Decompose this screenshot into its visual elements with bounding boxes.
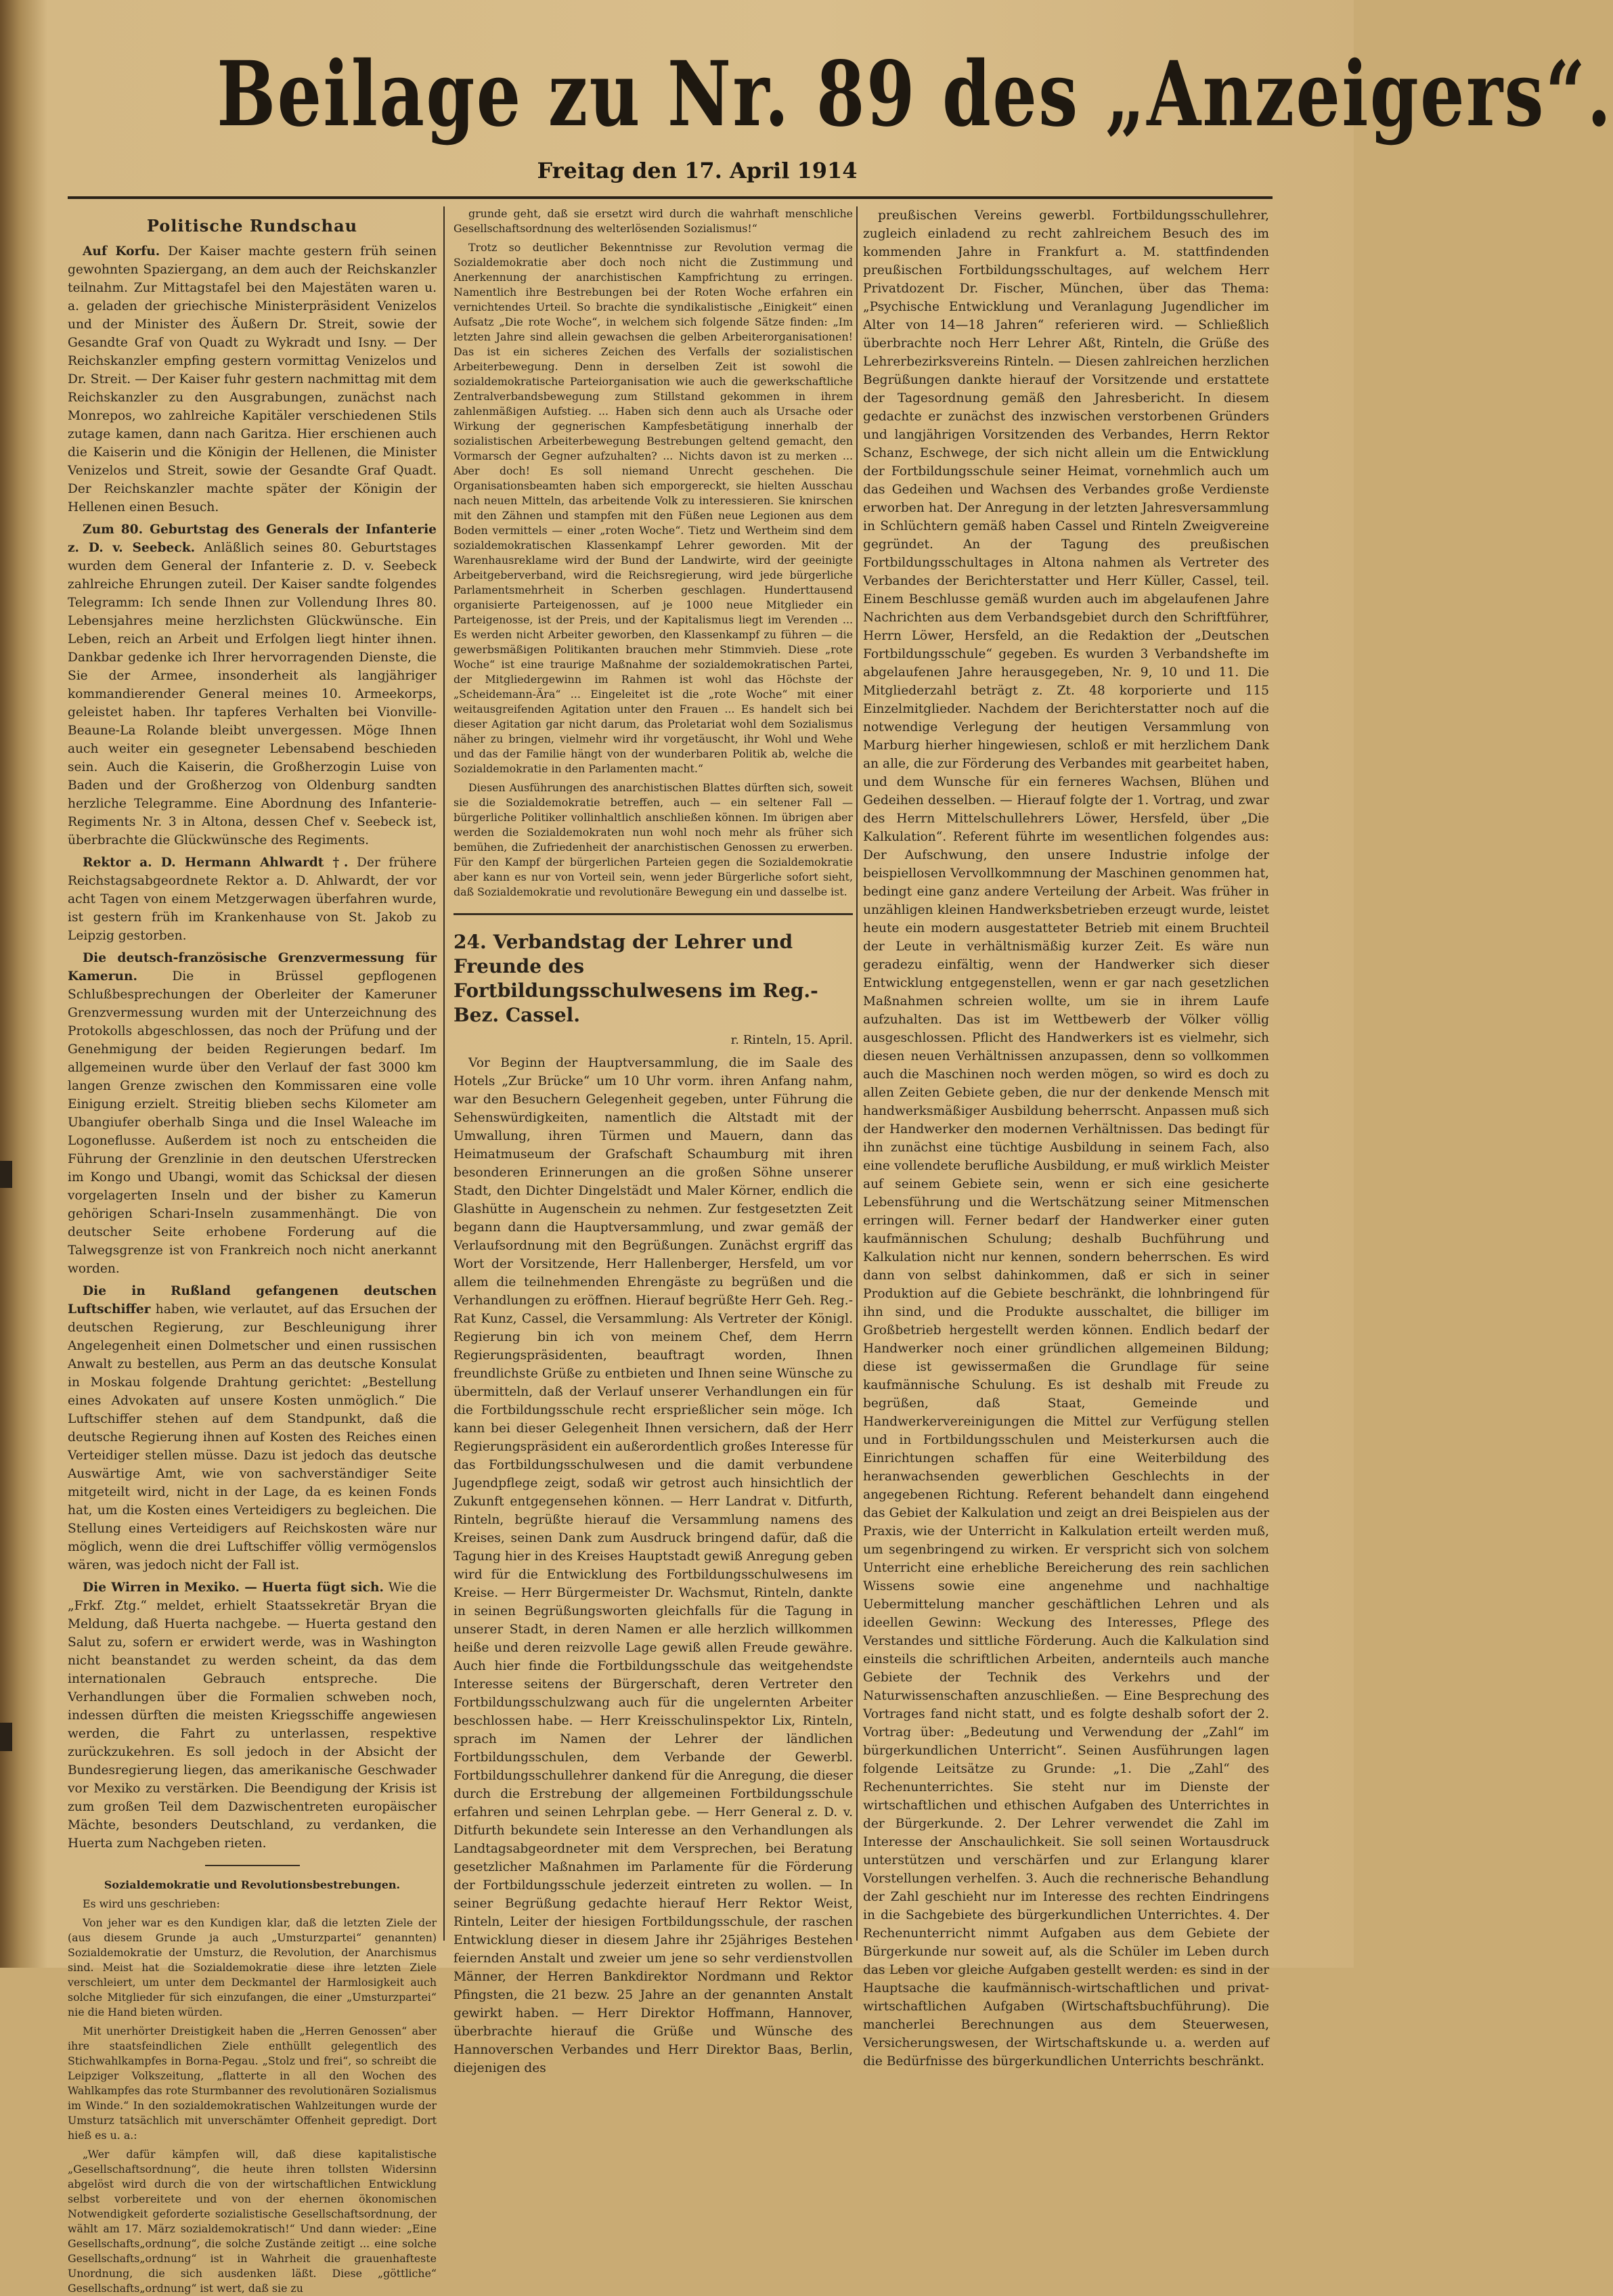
article-paragraph: Trotz so deutlicher Bekenntnisse zur Revolution vermag die Sozialdemokratie aber doch noch nicht die Zustimmung und Anerkennung der anarchistischen Kampfrichtung zu erringen. Namentlich ihre Bestrebungen bei der Roten Woche erfahren ein vernichtendes Urteil. So brachte die syndikalistische „Einigkeit“ einen Aufsatz „Die rote Woche“, in welchem sich folgende Sätze finden: „Im letzten Jahre sind allein gewachsen die gelben Arbeiterorganisationen! Das ist ein sicheres Zeichen des Verfalls der sozialistischen Arbeiterbewegung. Denn in derselben Zeit ist sowohl die sozialdemokratische Parteiorganisation wie auch die gewerkschaftliche Zentralverbandsbewegung zum Stillstand gekommen in ihrem zahlenmäßigen Aufstieg. ... Haben sich denn auch als Ursache oder Wirkung der gegnerischen Kampfesbetätigung innerhalb der sozialistischen Arbeiterbewegung Bestrebungen geltend gemacht, den Vormarsch der Gegner aufzuhalten? ... Nichts davon ist zu merken ... Aber doch! Es soll niemand Unrecht geschehen. Die Organisationsbeamten haben sich emporgereckt, sie hielten Ausschau nach neuen Mitteln, das arbeitende Volk zu interessieren. Sie knirschen mit den Zähnen und stampfen mit den Füßen neue Legionen aus dem Boden vermittels — einer „roten Woche“. Tietz und Wertheim sind dem sozialdemokratischen Klassenkampf Lehrer geworden. Mit der Warenhausreklame wird der Bund der Landwirte, wird der geeinigte Arbeitgeberverband, wird die Reichsregierung, wird jede bürgerliche Parlamentsmehrheit in Scherben geschlagen. Hunderttausend organisierte Parteigenossen, auf je 1000 neue Mitglieder ein Parteigenosse, ist der Preis, und der Kapitalismus liegt im Verenden ... Es werden nicht Arbeiter geworben, den Klassenkampf zu führen — die gewerbsmäßigen Politikanten brauchen mehr Stimmvieh. Diese „rote Woche“ ist eine traurige Maßnahme der sozialdemokratischen Partei, der Mitgliedergewinn im Rahmen ist wohl das Höchste der „Scheidemann-Ära“ ... Eingeleitet ist die „rote Woche“ mit einer weitausgreifenden Agitation unter den Frauen ... Es handelt sich bei dieser Agitation gar nicht darum, das Proletariat wohl dem Sozialismus näher zu bringen, vielmehr wird ihr vorgetäuscht, ihr Wohl und Wehe und das der Familie hängt von der wunderbaren Politik ab, welche die Sozialdemokratie in den Parlamenten macht.“ <box>454 241 853 775</box>
article-paragraph: Zum 80. Geburtstag des Generals der Infanterie z. D. v. Seebeck. Anläßlich seines 80. Geburtstages wurden dem General der Infanterie z. D. v. Seebeck zahlreiche Ehrungen zuteil. Der Kaiser sandte folgendes Telegramm: Ich sende Ihnen zur Vollendung Ihres 80. Lebensjahres meine herzlichsten Glückwünsche. Ein Leben, reich an Arbeit und Erfolgen liegt hinter ihnen. Dankbar gedenke ich Ihrer hervorragenden Dienste, die Sie der Armee, insonderheit als langjähriger kommandierender General meines 10. Armeekorps, geleistet haben. Ihr tapferes Verhalten bei Vionville-Beaune-La Rolande bleibt unvergessen. Möge Ihnen auch weiter ein gesegneter Lebensabend beschieden sein. Auch die Kaiserin, die Großherzogin Luise von Baden und der Großherzog von Oldenburg sandten herzliche Telegramme. Eine Abordnung des Infanterie-Regiments Nr. 3 in Altona, dessen Chef v. Seebeck ist, überbrachte die Glückwünsche des Regiments. <box>68 523 437 847</box>
article-paragraph: preußischen Vereins gewerbl. Fortbildungsschullehrer, zugleich einladend zu recht zahlreichem Besuch des im kommenden Jahre in Frankfurt a. M. stattfindenden preußischen Fortbildungsschultages, auf welchem Herr Privatdozent Dr. Fischer, München, über das Thema: „Psychische Entwicklung und Veranlagung Jugendlicher im Alter von 14—18 Jahren“ referieren wird. — Schließlich überbrachte noch Herr Lehrer Aßt, Rinteln, die Grüße des Lehrerbezirksvereins Rinteln. — Diesen zahlreichen herzlichen Begrüßungen dankte hierauf der Vorsitzende und erstattete der Tagesordnung gemäß den Jahresbericht. In diesem gedachte er zunächst des inzwischen verstorbenen Gründers und langjährigen Vorsitzenden des Verbandes, Herrn Rektor Schanz, Eschwege, der sich nicht allein um die Entwicklung der Fortbildungsschule seiner Heimat, vornehmlich auch um das Gedeihen und Wachsen des Verbandes große Verdienste erworben hat. Der Anregung in der letzten Jahresversammlung in Schlüchtern gemäß haben Cassel und Rinteln Zweigvereine gegründet. An der Tagung des preußischen Fortbildungsschultages in Altona nahmen als Vertreter des Verbandes der Berichterstatter und Herr Küller, Cassel, teil. Einem Beschlusse gemäß wurden auch im abgelaufenen Jahre Nachrichten aus dem Verbandsgebiet durch den Schriftführer, Herrn Löwer, Hersfeld, an die Redaktion der „Deutschen Fortbildungsschule“ gegeben. Es wurden 3 Verbandshefte im abgelaufenen Jahre herausgegeben, Nr. 9, 10 und 11. Die Mitgliederzahl beträgt z. Zt. 48 korporierte und 115 Einzelmitglieder. Nachdem der Berichterstatter noch auf die notwendige Verlegung der heutigen Versammlung von Marburg hierher hingewiesen, schloß er mit herzlichem Dank an alle, die zur Förderung des Verbandes mit gearbeitet haben, und dem Wunsche für ein ferneres Wachsen, Blühen und Gedeihen desselben. — Hierauf folgte der 1. Vortrag, und zwar des Herrn Mittelschullehrers Löwer, Hersfeld, über „Die Kalkulation“. Referent führte im wesentlichen folgendes aus: Der Aufschwung, den unsere Industrie infolge der beispiellosen Vervollkommnung der Maschinen genommen hat, bedingt eine ganz andere Verteilung der Arbeit. Was früher in unzähligen kleinen Handwerksbetrieben erzeugt wurde, leistet heute ein modern ausgestatteter Betrieb mit einem Bruchteil der Leute in verhältnismäßig kurzer Zeit. Es wäre nun geradezu einfältig, wenn der Handwerker sich dieser Entwicklung entgegenstellen, wenn er gar nach gesetzlichen Maßnahmen schreien wollte, um sie in ihrem Laufe aufzuhalten. Das ist im Wettbewerb der Völker völlig ausgeschlossen. Pflicht des Handwerkers ist es vielmehr, sich diesen neuen Verhältnissen anzupassen, denn so vollkommen auch die Maschinen noch werden mögen, so wird es doch zu allen Zeiten Gebiete geben, die nur der denkende Mensch mit handwerksmäßiger Ausbildung beherrscht. Anpassen muß sich der Handwerker den modernen Verhältnissen. Das bedingt für ihn zunächst eine tüchtige Ausbildung in seinem Fach, also eine vollendete berufliche Ausbildung, er muß wirklich Meister auf seinem Gebiete sein, wenn er sich eine gesicherte Lebensführung und die Wertschätzung seiner Mitmenschen erringen will. Ferner bedarf der Handwerker einer guten kaufmännischen Schulung; deshalb Buchführung und Kalkulation nicht nur kennen, sondern beherrschen. Es wird dann von selbst dahinkommen, daß er sich in seiner Produktion auf die Gebiete beschränkt, die lohnbringend für ihn sind, und die Produkte ausschaltet, die billiger im Großbetrieb hergestellt werden können. Endlich bedarf der Handwerker noch einer gründlichen allgemeinen Bildung; diese ist gewissermaßen die Grundlage für seine kaufmännische Schulung. Es ist deshalb mit Freude zu begrüßen, daß Staat, Gemeinde und Handwerkervereinigungen die Mittel zur Verfügung stellen und in Fortbildungsschulen und Meisterkursen auch die Einrichtungen schaffen für eine Weiterbildung des heranwachsenden gewerblichen Geschlechts in der angegebenen Richtung. Referent behandelt dann eingehend das Gebiet der Kalkulation und zeigt an drei Beispielen aus der Praxis, wie der Unterricht in Kalkulation erteilt werden muß, um segenbringend zu wirken. Er verspricht sich von solchem Unterricht eine erhebliche Bereicherung des rein sachlichen Wissens sowie eine angenehme und nachhaltige Uebermittelung mancher geschäftlichen Lehren und als ideellen Gewinn: Weckung des Interesses, Pflege des Verstandes und sittliche Förderung. Auch die Kalkulation sind einsteils die schriftlichen Arbeiten, andernteils auch manche Gebiete der Technik des Verkehrs und der Naturwissenschaften anzuschließen. — Eine Besprechung des Vortrages fand nicht statt, und es folgte deshalb sofort der 2. Vortrag über: „Bedeutung und Verwendung der „Zahl“ im bürgerkundlichen Unterricht“. Seinen Ausführungen lagen folgende Leitsätze zu Grunde: „1. Die „Zahl“ des Rechenunterrichtes. Sie steht nur im Dienste der wirtschaftlichen und ethischen Aufgaben des Unterrichtes in der Bürgerkunde. 2. Der Lehrer verwendet die Zahl im Interesse der Anschaulichkeit. Sie soll seinen Wortausdruck unterstützen und verschärfen und zur Erlangung klarer Vorstellungen verhelfen. 3. Auch die rechnerische Behandlung der Zahl geschieht nur im Interesse des rechten Eindringens in die Sachgebiete des bürgerkundlichen Unterrichtes. 4. Der Rechenunterricht nimmt Aufgaben aus dem Gebiete der Bürgerkunde nur soweit auf, als die Schüler im Leben durch das Leben vor gleiche Aufgaben gestellt werden: es sind in der Hauptsache die kaufmännisch-wirtschaftlichen und privat-wirtschaftlichen Aufgaben (Wirtschaftsbuchführung). Die mancherlei Berechnungen aus dem Steuerwesen, Versicherungswesen, der Wirtschaftskunde u. a. werden auf die Bedürfnisse des bürgerkundlichen Unterrichts beschränkt. <box>863 208 1269 2069</box>
binding-tab <box>0 1723 12 1751</box>
article-paragraph: „Wer dafür kämpfen will, daß diese kapitalistische „Gesellschaftsordnung“, die heute ihren tollsten Widersinn abgelöst wird durch die von der wirtschaftlichen Entwicklung selbst vorbereitete und von der ehernen ökonomischen Notwendigkeit geforderte sozialistische Gesellschaftsordnung, der wählt am 17. März sozialdemokratisch!“ Und dann wieder: „Eine Gesellschafts„ordnung“, die solche Zustände zeitigt ... eine solche Gesellschafts„ordnung“ ist in Wahrheit die grauenhafteste Unordnung, die sich ausdenken läßt. Diese „göttliche“ Gesellschafts„ordnung“ ist wert, daß sie zu <box>68 2148 437 2295</box>
article-paragraph: Die Wirren in Mexiko. — Huerta fügt sich. Wie die „Frkf. Ztg.“ meldet, erhielt Staatssekretär Bryan die Meldung, daß Huerta nachgebe. — Huerta gestand den Salut zu, sofern er erwidert werde, was in Washington nicht beanstandet zu werden scheint, da das dem internationalen Gebrauch entspreche. Die Verhandlungen über die Formalien schweben noch, indessen dürften die meisten Kriegsschiffe angewiesen werden, die Fahrt zu unterlassen, respektive zurückzukehren. Es soll jedoch in der Absicht der Bundesregierung liegen, das amerikanische Geschwader vor Mexiko zu verstärken. Die Beendigung der Krisis ist zum großen Teil dem Dazwischentreten europäischer Mächte, besonders Deutschland, zu verdanken, die Huerta zum Nachgeben rieten. <box>68 1581 437 1851</box>
article-paragraph: grunde geht, daß sie ersetzt wird durch die wahrhaft menschliche Gesellschaftsordnung des welterlösenden Sozialismus!“ <box>454 207 853 235</box>
article-paragraph: Die in Rußland gefangenen deutschen Luftschiffer haben, wie verlautet, auf das Ersuchen der deutschen Regierung, zur Beschleunigung ihrer Angelegenheit einen Dolmetscher und einen russischen Anwalt zu bestellen, aus Perm an das deutsche Konsulat in Moskau folgende Drahtung gerichtet: „Bestellung eines Advokaten auf unsere Kosten unmöglich.“ Die Luftschiffer stehen auf dem Standpunkt, daß die deutsche Regierung ihnen auf Kosten des Reiches einen Verteidiger stellen müsse. Dazu ist jedoch das deutsche Auswärtige Amt, wie von sachverständiger Seite mitgeteilt wird, nicht in der Lage, da es keinen Fonds hat, um die Kosten eines Verteidigers zu begleichen. Die Stellung eines Verteidigers auf Reichskosten wäre nur möglich, wenn die drei Luftschiffer völlig vermögenslos wären, was jedoch nicht der Fall ist. <box>68 1284 437 1572</box>
masthead-date: Freitag den 17. April 1914 <box>537 158 858 183</box>
article-heading: 24. Verbandstag der Lehrer und Freunde des Fortbildungsschulwesens im Reg.-Bez. Cassel. <box>454 931 818 1026</box>
article-paragraph: Rektor a. D. Hermann Ahlwardt †. Der frühere Reichstagsabgeordnete Rektor a. D. Ahlwardt, der vor acht Tagen von einem Metzgerwagen überfahren wurde, ist gestern früh im Krankenhause von St. Jakob zu Leipzig gestorben. <box>68 856 437 943</box>
subsection-heading: Sozialdemokratie und Revolutionsbestrebungen. <box>104 1878 401 1891</box>
section-heading: Politische Rundschau <box>146 216 358 236</box>
masthead-rule <box>68 196 1273 199</box>
article-paragraph: Die deutsch-französische Grenzvermessung für Kamerun. Die in Brüssel gepflogenen Schlußbesprechungen der Oberleiter der Kameruner Grenzvermessung wurden mit der Unterzeichnung des Protokolls abgeschlossen, das noch der Prüfung und der Genehmigung der beiden Regierungen bedarf. Im allgemeinen wurde über den Verlauf der fast 3000 km langen Grenze zwischen den Kommissaren eine volle Einigung erzielt. Streitig blieben sechs Kilometer am Ubangiufer oberhalb Singa und die Insel Waleache im Logoneflusse. Außerdem ist noch zu entscheiden die Führung der Grenzlinie in den deutschen Uferstrecken im Kongo und Ubangi, womit das Schicksal der diesen vorgelagerten Inseln und der bisher zu Kamerun gehörigen Schari-Inseln zusammenhängt. Die von deutscher Seite erhobene Forderung auf die Talwegsgrenze ist von Frankreich noch nicht anerkannt worden. <box>68 951 437 1276</box>
section-separator <box>454 913 853 915</box>
article-paragraph: Es wird uns geschrieben: <box>83 1897 220 1910</box>
column-2 <box>454 206 853 2075</box>
article-paragraph: Diesen Ausführungen des anarchistischen Blattes dürften sich, soweit sie die Sozialdemokratie betreffen, auch — ein seltener Fall — bürgerliche Politiker vollinhaltlich anschließen können. Im übrigen aber werden die Sozialdemokraten nun wohl noch mehr als früher sich bemühen, die Zufriedenheit der anarchistischen Genossen zu erwerben. Für den Kampf der bürgerlichen Parteien gegen die Sozialdemokratie aber kann es nur von Vorteil sein, wenn jeder Bürgerliche sofort sieht, daß Sozialdemokratie und revolutionäre Bewegung ein und dasselbe ist. <box>454 781 853 898</box>
column-3 <box>863 206 1269 2069</box>
section-separator <box>205 1865 300 1866</box>
article-paragraph: Auf Korfu. Der Kaiser machte gestern früh seinen gewohnten Spaziergang, an dem auch der Reichskanzler teilnahm. Zur Mittagstafel bei den Majestäten waren u. a. geladen der griechische Ministerpräsident Venizelos und der Minister des Äußern Dr. Streit, sowie der Gesandte Graf von Quadt zu Wykradt und Isny. — Der Reichskanzler empfing gestern vormittag Venizelos und Dr. Streit. — Der Kaiser fuhr gestern nachmittag mit dem Reichskanzler zu den Ausgrabungen, zunächst nach Monrepos, wo zahlreiche Kapitäler verschiedenen Stils zutage kamen, dann nach Garitza. Hier erschienen auch die Kaiserin und die Königin der Hellenen, die Minister Venizelos und Streit, sowie der Gesandte Graf Quadt. Der Reichskanzler machte später der Königin der Hellenen einen Besuch. <box>68 244 437 514</box>
masthead-title: Beilage zu Nr. 89 des „Anzeigers“. <box>217 42 1613 147</box>
masthead <box>81 37 1613 183</box>
binding-tab <box>0 1161 12 1188</box>
column-divider <box>443 206 445 1941</box>
column-1 <box>68 206 437 2295</box>
article-paragraph: Mit unerhörter Dreistigkeit haben die „Herren Genossen“ aber ihre staatsfeindlichen Ziele enthüllt gelegentlich des Stichwahlkampfes in Borna-Pegau. „Stolz und frei“, so schreibt die Leipziger Volkszeitung, „flatterte in all den Wochen des Wahlkampfes das rote Sturmbanner des revolutionären Sozialismus im Winde.“ In den sozialdemokratischen Wahlzeitungen wurde der Umsturz tatsächlich mit unverschämter Offenheit gepredigt. Dort hieß es u. a.: <box>68 2025 437 2142</box>
article-paragraph: Vor Beginn der Hauptversammlung, die im Saale des Hotels „Zur Brücke“ um 10 Uhr vorm. ihren Anfang nahm, war den Besuchern Gelegenheit gegeben, unter Führung die Sehenswürdigkeiten, namentlich die Altstadt mit der Umwallung, ihren Türmen und Mauern, dann das Heimatmuseum der Grafschaft Schaumburg mit ihren besonderen Erinnerungen an die großen Söhne unserer Stadt, den Dichter Dingelstädt und Maler Körner, endlich die Glashütte in Augenschein zu nehmen. Zur festgesetzten Zeit begann dann die Hauptversammlung, und zwar gemäß der Verlaufsordnung mit den Begrüßungen. Zunächst ergriff das Wort der Vorsitzende, Herr Hallenberger, Hersfeld, um vor allem die teilnehmenden Ehrengäste zu begrüßen und die Verhandlungen zu eröffnen. Hierauf begrüßte Herr Geh. Reg.-Rat Kunz, Cassel, die Versammlung: Als Vertreter der Königl. Regierung bin ich von meinem Chef, dem Herrn Regierungspräsidenten, beauftragt worden, Ihnen freundlichste Grüße zu entbieten und Ihnen seine Wünsche zu übermitteln, daß der Verlauf unserer Verhandlungen ein für die Fortbildungsschule recht ersprießlicher sein möge. Ich kann bei dieser Gelegenheit Ihnen versichern, daß der Herr Regierungspräsident ein außerordentlich großes Interesse für das Fortbildungsschulwesen und die damit verbundene Jugendpflege zeigt, sodaß wir getrost auch hinsichtlich der Zukunft entgegensehen können. — Herr Landrat v. Ditfurth, Rinteln, begrüßte hierauf die Versammlung namens des Kreises, seinen Dank zum Ausdruck bringend dafür, daß die Tagung hier in des Kreises Hauptstadt gewiß Anregung geben wird für die Entwicklung des Fortbildungsschulwesens im Kreise. — Herr Bürgermeister Dr. Wachsmut, Rinteln, dankte in seinen Begrüßungsworten gleichfalls für die Tagung in unserer Stadt, in deren Namen er alle herzlich willkommen heiße und deren reizvolle Lage gewiß allen Freude gewähre. Auch hier finde die Fortbildungsschule das weitgehendste Interesse seitens der Bürgerschaft, deren Vertreter den Fortbildungsschulzwang auch für die ungelernten Arbeiter beschlossen habe. — Herr Kreisschulinspektor Lix, Rinteln, sprach im Namen der Lehrer der ländlichen Fortbildungsschulen, dem Verbande der Gewerbl. Fortbildungsschullehrer dankend für die Anregung, die dieser durch die Erstrebung der allgemeinen Fortbildungsschule erfahren und seinen Lehrplan gebe. — Herr General z. D. v. Ditfurth bekundete sein Interesse an den Verhandlungen als Landtagsabgeordneter mit dem Versprechen, bei Beratung gesetzlicher Maßnahmen im Parlamente für die Förderung der Fortbildungsschule jederzeit eintreten zu wollen. — In seiner Begrüßung gedachte hierauf Herr Rektor Weist, Rinteln, Leiter der hiesigen Fortbildungsschule, der raschen Entwicklung dieser in diesem Jahre ihr 25jähriges Bestehen feiernden Anstalt und zweier um jene so sehr verdienstvollen Männer, der Herren Bankdirektor Nordmann und Rektor Pfingsten, die 21 bezw. 25 Jahre an der genannten Anstalt gewirkt haben. — Herr Direktor Hoffmann, Hannover, überbrachte hierauf die Grüße und Wünsche des Hannoverschen Verbandes und Herr Direktor Baas, Berlin, diejenigen des <box>454 1056 853 2075</box>
article-paragraph: Von jeher war es den Kundigen klar, daß die letzten Ziele der (aus diesem Grunde ja auch „Umsturzpartei“ genannten) Sozialdemokratie der Umsturz, die Revolution, der Anarchismus sind. Meist hat die Sozialdemokratie diese ihre letzten Ziele verschleiert, um unter dem Deckmantel der Harmlosigkeit auch solche Mitglieder für sich einzufangen, die einer „Umsturzpartei“ nie die Hand bieten würden. <box>68 1916 437 2018</box>
column-divider <box>856 206 858 1941</box>
article-dateline: r. Rinteln, 15. April. <box>730 1033 853 1047</box>
